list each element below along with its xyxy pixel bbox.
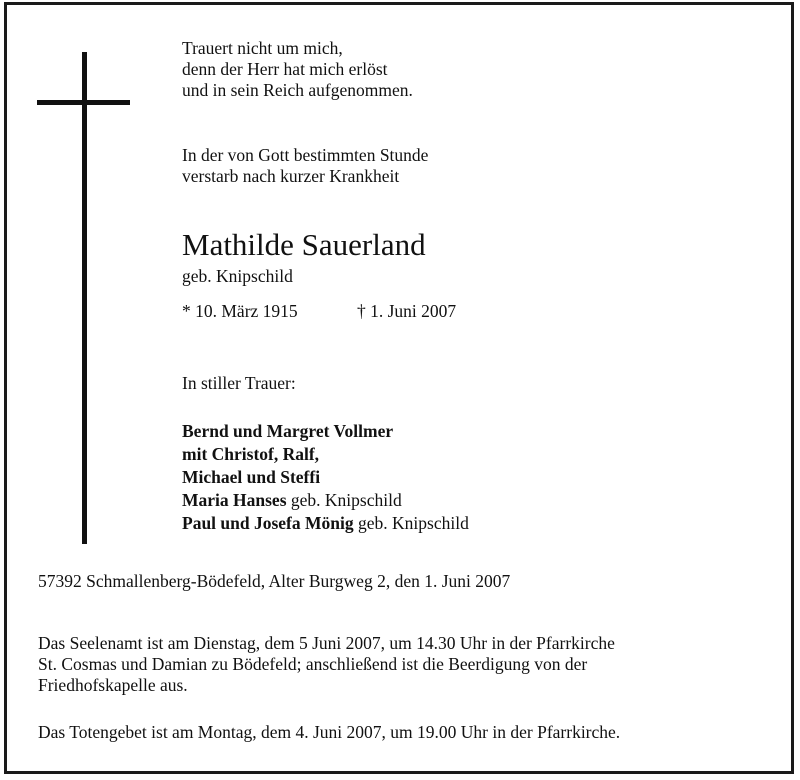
family-member-name: Paul und Josefa Mönig bbox=[182, 513, 354, 533]
prayer-info: Das Totengebet ist am Montag, dem 4. Juni 2007, um 19.00 Uhr in der Pfarrkirche. bbox=[38, 722, 621, 742]
verse bbox=[182, 38, 413, 101]
funeral-info bbox=[38, 633, 615, 696]
family-member-name: Michael und Steffi bbox=[182, 467, 321, 487]
family-member-name: Bernd und Margret Vollmer bbox=[182, 421, 394, 441]
cross-horizontal-bar bbox=[37, 100, 130, 105]
deceased-name: Mathilde Sauerland bbox=[182, 227, 426, 262]
verse-line: und in sein Reich aufgenommen. bbox=[182, 80, 413, 100]
verse-line: denn der Herr hat mich erlöst bbox=[182, 59, 388, 79]
verse-line: Trauert nicht um mich, bbox=[182, 38, 343, 58]
mourning-heading: In stiller Trauer: bbox=[182, 373, 296, 393]
birth-date: * 10. März 1915 bbox=[182, 301, 298, 321]
family-member bbox=[182, 512, 469, 535]
family-list bbox=[182, 420, 469, 535]
family-member-name: Maria Hanses bbox=[182, 490, 287, 510]
family-member-name: mit Christof, Ralf, bbox=[182, 444, 320, 464]
funeral-line: Das Seelenamt ist am Dienstag, dem 5 Juni 2007, um 14.30 Uhr in der Pfarrkirche bbox=[38, 633, 615, 653]
family-member bbox=[182, 489, 469, 512]
family-member bbox=[182, 443, 469, 466]
intro-text bbox=[182, 145, 428, 187]
maiden-name: geb. Knipschild bbox=[182, 266, 293, 286]
death-date: † 1. Juni 2007 bbox=[357, 301, 457, 321]
address-line: 57392 Schmallenberg-Bödefeld, Alter Burgweg 2, den 1. Juni 2007 bbox=[38, 571, 511, 591]
family-member-nee: geb. Knipschild bbox=[353, 513, 469, 533]
family-member bbox=[182, 466, 469, 489]
cross-vertical-bar bbox=[82, 52, 87, 544]
family-member-nee: geb. Knipschild bbox=[286, 490, 402, 510]
intro-line: In der von Gott bestimmten Stunde bbox=[182, 145, 429, 165]
funeral-line: St. Cosmas und Damian zu Bödefeld; anschließend ist die Beerdigung von der bbox=[38, 654, 588, 674]
funeral-line: Friedhofskapelle aus. bbox=[38, 675, 188, 695]
family-member bbox=[182, 420, 469, 443]
intro-line: verstarb nach kurzer Krankheit bbox=[182, 166, 400, 186]
